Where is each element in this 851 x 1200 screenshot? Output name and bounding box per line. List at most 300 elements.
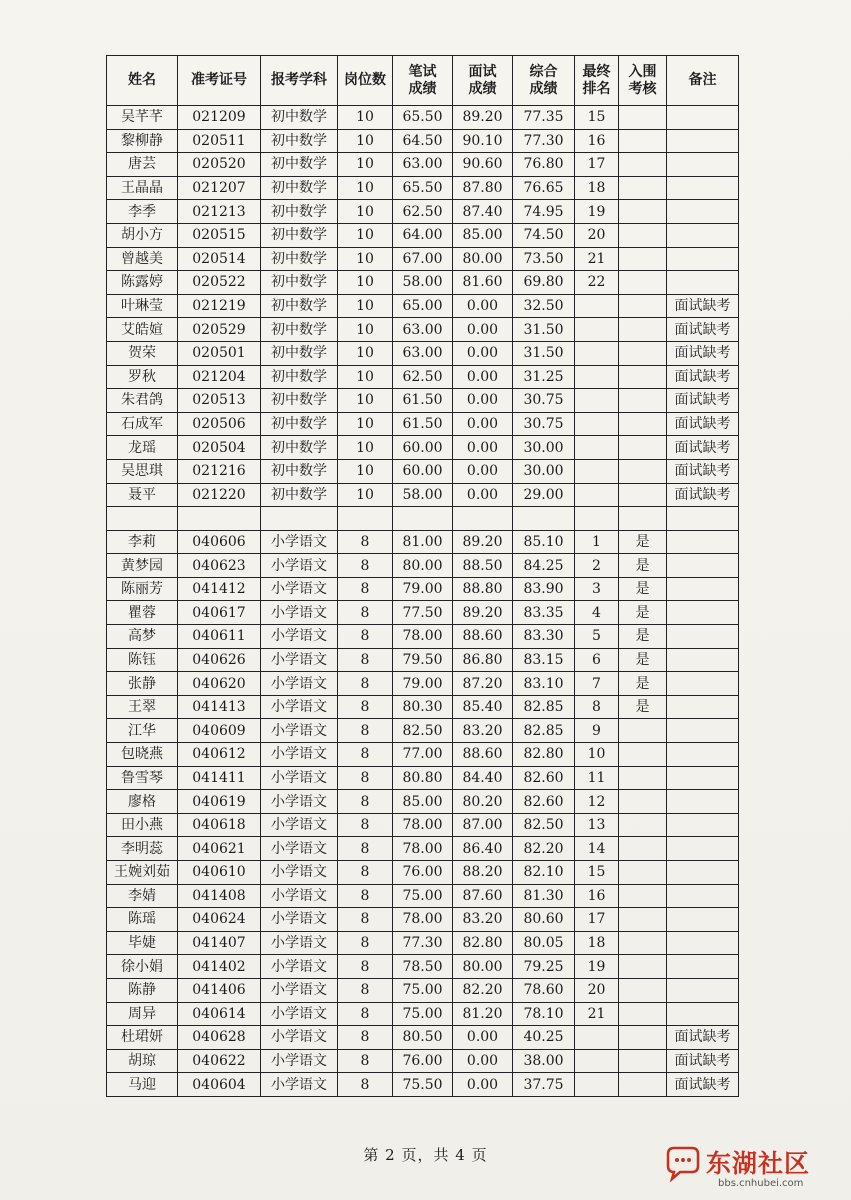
cell-interview: 86.80 [453,648,513,672]
cell-positions: 8 [338,577,393,601]
cell-subject: 初中数学 [261,294,338,318]
cell-name: 廖格 [107,790,178,814]
cell-exam-id: 041413 [178,695,261,719]
cell-shortlist [619,341,667,365]
cell-shortlist [619,837,667,861]
cell-rank [575,483,619,507]
cell-exam-id: 021220 [178,483,261,507]
cell-subject: 小学语文 [261,672,338,696]
cell-exam-id: 041407 [178,931,261,955]
cell-exam-id: 040621 [178,837,261,861]
cell-name: 周异 [107,1002,178,1026]
cell-remarks [667,554,739,578]
cell-name: 叶琳莹 [107,294,178,318]
cell-written: 80.30 [393,695,453,719]
cell-rank [575,436,619,460]
cell-name: 王翠 [107,695,178,719]
cell-interview: 89.20 [453,530,513,554]
cell-rank [575,507,619,531]
header-shortlist: 入围 考核 [619,56,667,106]
cell-total: 31.50 [513,318,575,342]
header-subject: 报考学科 [261,56,338,106]
cell-total: 82.85 [513,695,575,719]
cell-positions: 10 [338,412,393,436]
cell-written: 80.80 [393,766,453,790]
cell-exam-id: 040614 [178,1002,261,1026]
cell-exam-id: 020501 [178,341,261,365]
cell-written: 65.50 [393,176,453,200]
cell-positions: 10 [338,129,393,153]
cell-subject: 小学语文 [261,743,338,767]
cell-rank: 1 [575,530,619,554]
cell-rank: 20 [575,223,619,247]
cell-rank: 15 [575,861,619,885]
cell-interview: 0.00 [453,1073,513,1097]
cell-shortlist [619,790,667,814]
cell-rank: 10 [575,743,619,767]
cell-subject: 小学语文 [261,978,338,1002]
cell-name: 黎柳静 [107,129,178,153]
cell-exam-id: 041411 [178,766,261,790]
cell-written: 75.00 [393,884,453,908]
table-row [107,153,739,177]
cell-remarks: 面试缺考 [667,1026,739,1050]
cell-shortlist [619,176,667,200]
cell-rank: 19 [575,200,619,224]
cell-positions: 8 [338,648,393,672]
cell-name: 胡琼 [107,1049,178,1073]
cell-rank: 18 [575,176,619,200]
cell-name: 瞿蓉 [107,601,178,625]
table-row [107,672,739,696]
cell-written: 76.00 [393,1049,453,1073]
cell-shortlist [619,247,667,271]
header-positions: 岗位数 [338,56,393,106]
cell-rank: 15 [575,106,619,130]
table-row [107,176,739,200]
cell-name: 杜珺妍 [107,1026,178,1050]
cell-positions: 10 [338,223,393,247]
cell-shortlist [619,106,667,130]
cell-shortlist [619,978,667,1002]
cell-shortlist [619,412,667,436]
cell-interview: 0.00 [453,365,513,389]
cell-name: 毕婕 [107,931,178,955]
cell-remarks [667,743,739,767]
cell-shortlist [619,1049,667,1073]
cell-total: 31.50 [513,341,575,365]
table-row [107,412,739,436]
cell-exam-id: 041406 [178,978,261,1002]
cell-written: 82.50 [393,719,453,743]
cell-positions: 10 [338,341,393,365]
cell-interview: 0.00 [453,389,513,413]
cell-written: 77.00 [393,743,453,767]
cell-remarks [667,672,739,696]
cell-name: 包晓燕 [107,743,178,767]
cell-written: 63.00 [393,153,453,177]
cell-interview: 88.50 [453,554,513,578]
cell-rank: 18 [575,931,619,955]
cell-subject: 小学语文 [261,577,338,601]
cell-subject: 小学语文 [261,884,338,908]
cell-remarks: 面试缺考 [667,1073,739,1097]
cell-remarks: 面试缺考 [667,318,739,342]
cell-written: 78.00 [393,837,453,861]
cell-total: 76.65 [513,176,575,200]
cell-remarks [667,931,739,955]
cell-positions: 8 [338,719,393,743]
cell-subject: 小学语文 [261,813,338,837]
cell-positions [338,507,393,531]
cell-exam-id: 020506 [178,412,261,436]
cell-shortlist [619,318,667,342]
cell-positions: 8 [338,1002,393,1026]
table-row [107,1049,739,1073]
table-row [107,648,739,672]
cell-total: 81.30 [513,884,575,908]
table-row [107,247,739,271]
cell-name: 朱君鸽 [107,389,178,413]
cell-written: 75.50 [393,1073,453,1097]
cell-total: 32.50 [513,294,575,318]
table-row [107,884,739,908]
table-row [107,695,739,719]
cell-written: 62.50 [393,365,453,389]
table-row [107,530,739,554]
cell-written: 79.00 [393,672,453,696]
cell-rank: 9 [575,719,619,743]
cell-total: 77.30 [513,129,575,153]
cell-subject: 小学语文 [261,1026,338,1050]
cell-subject: 小学语文 [261,719,338,743]
cell-total: 82.10 [513,861,575,885]
cell-rank: 21 [575,247,619,271]
cell-positions: 8 [338,743,393,767]
cell-exam-id: 040610 [178,861,261,885]
cell-total: 30.75 [513,412,575,436]
cell-total: 78.60 [513,978,575,1002]
cell-written: 60.00 [393,436,453,460]
cell-positions: 8 [338,837,393,861]
cell-positions: 8 [338,672,393,696]
cell-subject: 初中数学 [261,223,338,247]
cell-rank: 16 [575,129,619,153]
cell-exam-id: 040604 [178,1073,261,1097]
table-row [107,129,739,153]
cell-interview: 88.80 [453,577,513,601]
cell-positions: 10 [338,294,393,318]
page-footer: 第 2 页，共 4 页 [363,1146,488,1164]
cell-interview: 85.00 [453,223,513,247]
cell-total: 30.00 [513,459,575,483]
cell-total: 76.80 [513,153,575,177]
header-written: 笔试 成绩 [393,56,453,106]
cell-positions: 10 [338,271,393,295]
cell-shortlist: 是 [619,648,667,672]
cell-written: 58.00 [393,271,453,295]
cell-subject: 初中数学 [261,106,338,130]
cell-interview: 87.00 [453,813,513,837]
cell-name: 张静 [107,672,178,696]
table-body [107,106,739,1097]
cell-shortlist [619,931,667,955]
cell-name: 龙瑶 [107,436,178,460]
cell-exam-id: 020522 [178,271,261,295]
cell-subject: 小学语文 [261,601,338,625]
cell-subject: 小学语文 [261,766,338,790]
cell-total: 29.00 [513,483,575,507]
cell-positions: 8 [338,813,393,837]
header-row [107,56,739,106]
cell-shortlist [619,483,667,507]
cell-exam-id: 020511 [178,129,261,153]
cell-written: 76.00 [393,861,453,885]
cell-subject: 小学语文 [261,695,338,719]
cell-shortlist [619,955,667,979]
cell-written: 78.00 [393,625,453,649]
table-row [107,1026,739,1050]
cell-interview: 0.00 [453,341,513,365]
cell-remarks [667,106,739,130]
cell-remarks: 面试缺考 [667,294,739,318]
cell-subject: 小学语文 [261,837,338,861]
cell-subject: 小学语文 [261,1073,338,1097]
header-name: 姓名 [107,56,178,106]
cell-positions: 8 [338,530,393,554]
cell-remarks [667,719,739,743]
table-row [107,389,739,413]
cell-total: 82.80 [513,743,575,767]
cell-shortlist [619,389,667,413]
cell-positions: 10 [338,200,393,224]
cell-shortlist: 是 [619,601,667,625]
table-row [107,625,739,649]
cell-name: 李莉 [107,530,178,554]
cell-subject: 小学语文 [261,790,338,814]
cell-positions: 10 [338,436,393,460]
table-row [107,908,739,932]
cell-interview: 0.00 [453,459,513,483]
cell-name: 陈露婷 [107,271,178,295]
cell-interview: 87.60 [453,884,513,908]
cell-remarks [667,1002,739,1026]
cell-name: 曾越美 [107,247,178,271]
cell-written: 64.00 [393,223,453,247]
cell-total: 73.50 [513,247,575,271]
cell-remarks: 面试缺考 [667,389,739,413]
watermark-text: 东湖社区 [706,1149,811,1178]
cell-interview: 80.00 [453,955,513,979]
cell-total: 83.90 [513,577,575,601]
cell-written: 80.00 [393,554,453,578]
table-row [107,577,739,601]
cell-positions: 8 [338,955,393,979]
cell-total: 82.60 [513,766,575,790]
cell-positions: 10 [338,176,393,200]
cell-positions: 10 [338,365,393,389]
cell-subject: 小学语文 [261,931,338,955]
cell-shortlist [619,436,667,460]
cell-remarks [667,766,739,790]
cell-total [513,507,575,531]
cell-name: 陈瑶 [107,908,178,932]
cell-total: 37.75 [513,1073,575,1097]
cell-remarks [667,271,739,295]
cell-rank: 19 [575,955,619,979]
cell-exam-id: 040619 [178,790,261,814]
cell-rank: 7 [575,672,619,696]
table-header [107,56,739,106]
cell-written: 77.50 [393,601,453,625]
cell-total: 82.60 [513,790,575,814]
cell-remarks [667,695,739,719]
cell-remarks [667,507,739,531]
cell-subject: 初中数学 [261,176,338,200]
cell-rank [575,389,619,413]
cell-total: 38.00 [513,1049,575,1073]
cell-name: 高梦 [107,625,178,649]
cell-remarks: 面试缺考 [667,341,739,365]
cell-interview: 88.20 [453,861,513,885]
cell-interview: 0.00 [453,294,513,318]
table-row [107,318,739,342]
cell-interview: 90.10 [453,129,513,153]
cell-positions: 10 [338,247,393,271]
cell-written: 75.00 [393,1002,453,1026]
cell-interview: 0.00 [453,412,513,436]
cell-rank: 5 [575,625,619,649]
cell-total: 83.30 [513,625,575,649]
cell-name: 陈钰 [107,648,178,672]
cell-remarks [667,978,739,1002]
cell-positions: 8 [338,554,393,578]
cell-name: 王婉刘茹 [107,861,178,885]
watermark-url: bbs.cnhubei.com [718,1178,804,1189]
table-row [107,223,739,247]
cell-exam-id: 021207 [178,176,261,200]
cell-rank [575,412,619,436]
cell-written: 61.50 [393,389,453,413]
cell-subject: 小学语文 [261,530,338,554]
cell-interview: 0.00 [453,318,513,342]
cell-shortlist [619,200,667,224]
cell-written: 67.00 [393,247,453,271]
cell-exam-id: 021216 [178,459,261,483]
cell-rank: 13 [575,813,619,837]
table-row [107,861,739,885]
cell-shortlist [619,365,667,389]
cell-total: 30.00 [513,436,575,460]
cell-name: 徐小娟 [107,955,178,979]
cell-shortlist [619,1073,667,1097]
cell-positions: 8 [338,931,393,955]
cell-positions: 8 [338,625,393,649]
cell-written: 85.00 [393,790,453,814]
cell-remarks [667,648,739,672]
cell-interview: 88.60 [453,743,513,767]
cell-name: 江华 [107,719,178,743]
cell-interview: 81.60 [453,271,513,295]
cell-subject: 初中数学 [261,459,338,483]
cell-written: 81.00 [393,530,453,554]
cell-exam-id: 021219 [178,294,261,318]
cell-positions: 8 [338,1026,393,1050]
cell-exam-id: 040620 [178,672,261,696]
cell-subject: 初中数学 [261,318,338,342]
cell-rank: 4 [575,601,619,625]
watermark-logo [660,1138,851,1200]
cell-interview: 83.20 [453,908,513,932]
cell-remarks [667,129,739,153]
cell-interview: 0.00 [453,1026,513,1050]
cell-subject: 初中数学 [261,436,338,460]
cell-exam-id: 020520 [178,153,261,177]
cell-exam-id: 040612 [178,743,261,767]
cell-name: 吴芊芊 [107,106,178,130]
cell-interview [453,507,513,531]
cell-positions: 10 [338,483,393,507]
cell-remarks [667,884,739,908]
cell-total: 84.25 [513,554,575,578]
cell-remarks: 面试缺考 [667,1049,739,1073]
header-total: 综合 成绩 [513,56,575,106]
cell-subject: 小学语文 [261,955,338,979]
cell-exam-id: 020529 [178,318,261,342]
cell-rank: 14 [575,837,619,861]
cell-total: 30.75 [513,389,575,413]
table-row [107,106,739,130]
cell-written [393,507,453,531]
cell-shortlist [619,129,667,153]
cell-exam-id: 040624 [178,908,261,932]
cell-positions: 8 [338,978,393,1002]
cell-rank: 20 [575,978,619,1002]
cell-rank [575,1073,619,1097]
cell-total: 82.20 [513,837,575,861]
cell-exam-id: 020504 [178,436,261,460]
cell-exam-id: 040618 [178,813,261,837]
cell-total: 83.35 [513,601,575,625]
cell-total: 80.05 [513,931,575,955]
table-row [107,365,739,389]
cell-exam-id [178,507,261,531]
cell-shortlist [619,884,667,908]
cell-rank: 17 [575,908,619,932]
cell-name: 马迎 [107,1073,178,1097]
cell-written: 60.00 [393,459,453,483]
cell-shortlist [619,861,667,885]
table-row [107,790,739,814]
cell-shortlist: 是 [619,695,667,719]
cell-total: 82.50 [513,813,575,837]
cell-exam-id: 040622 [178,1049,261,1073]
cell-interview: 87.20 [453,672,513,696]
cell-shortlist: 是 [619,554,667,578]
cell-name: 陈静 [107,978,178,1002]
table-row [107,837,739,861]
cell-rank [575,1049,619,1073]
cell-rank [575,318,619,342]
cell-interview: 87.40 [453,200,513,224]
cell-positions: 8 [338,884,393,908]
table-row [107,955,739,979]
cell-rank [575,294,619,318]
cell-interview: 80.00 [453,247,513,271]
header-interview: 面试 成绩 [453,56,513,106]
cell-subject: 初中数学 [261,483,338,507]
cell-remarks [667,837,739,861]
